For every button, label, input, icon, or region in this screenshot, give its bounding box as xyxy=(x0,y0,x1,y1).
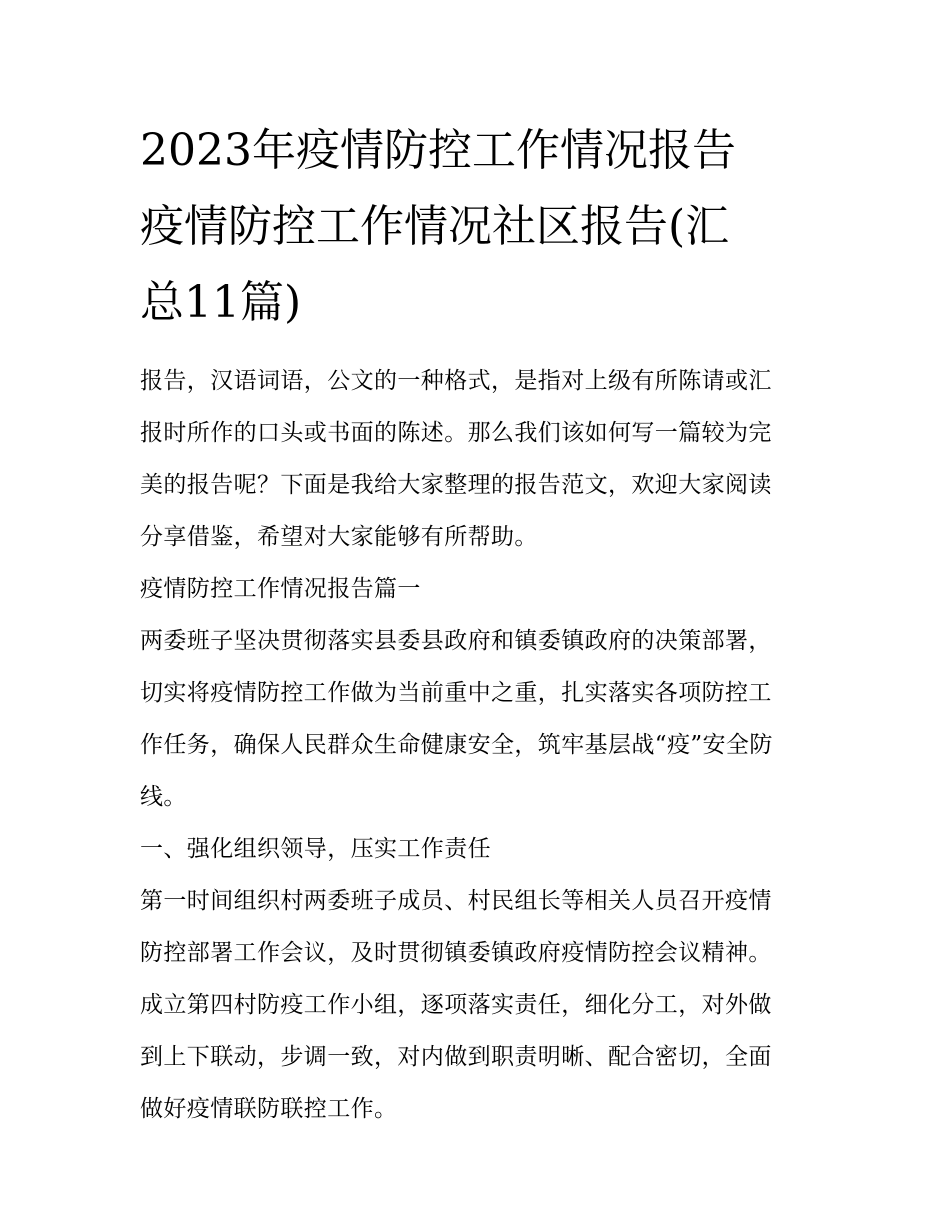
intro-line: 报时所作的口头或书面的陈述。那么我们该如何写一篇较为完 xyxy=(140,420,772,446)
title-line: 疫情防控工作情况社区报告(汇 xyxy=(140,201,730,252)
intro-paragraph xyxy=(140,355,812,1135)
intro-line: 美的报告呢？下面是我给大家整理的报告范文，欢迎大家阅读 xyxy=(140,472,772,498)
paragraph-line: 线。 xyxy=(140,784,187,810)
document-title xyxy=(140,113,812,341)
paragraph-line: 作任务，确保人民群众生命健康安全，筑牢基层战“疫”安全防 xyxy=(140,732,773,758)
title-line: 2023年疫情防控工作情况报告 xyxy=(140,125,736,176)
paragraph-line: 做好疫情联防联控工作。 xyxy=(140,1096,398,1122)
paragraph-line: 切实将疫情防控工作做为当前重中之重，扎实落实各项防控工 xyxy=(140,680,772,706)
paragraph-line: 成立第四村防疫工作小组，逐项落实责任，细化分工，对外做 xyxy=(140,992,772,1018)
paragraph-2 xyxy=(140,875,812,1135)
paragraph-line: 到上下联动，步调一致，对内做到职责明晰、配合密切，全面 xyxy=(140,1044,772,1070)
intro-line: 报告，汉语词语，公文的一种格式，是指对上级有所陈请或汇 xyxy=(140,368,772,394)
subheading: 一、强化组织领导，压实工作责任 xyxy=(140,836,491,862)
title-line: 总11篇) xyxy=(140,277,302,328)
document-body xyxy=(140,113,812,1135)
paragraph-1 xyxy=(140,615,812,823)
paragraph-line: 防控部署工作会议，及时贯彻镇委镇政府疫情防控会议精神。 xyxy=(140,940,772,966)
paragraph-line: 第一时间组织村两委班子成员、村民组长等相关人员召开疫情 xyxy=(140,888,772,914)
section-heading: 疫情防控工作情况报告篇一 xyxy=(140,576,421,602)
paragraph-line: 两委班子坚决贯彻落实县委县政府和镇委镇政府的决策部署， xyxy=(140,628,772,654)
intro-line: 分享借鉴，希望对大家能够有所帮助。 xyxy=(140,524,538,550)
